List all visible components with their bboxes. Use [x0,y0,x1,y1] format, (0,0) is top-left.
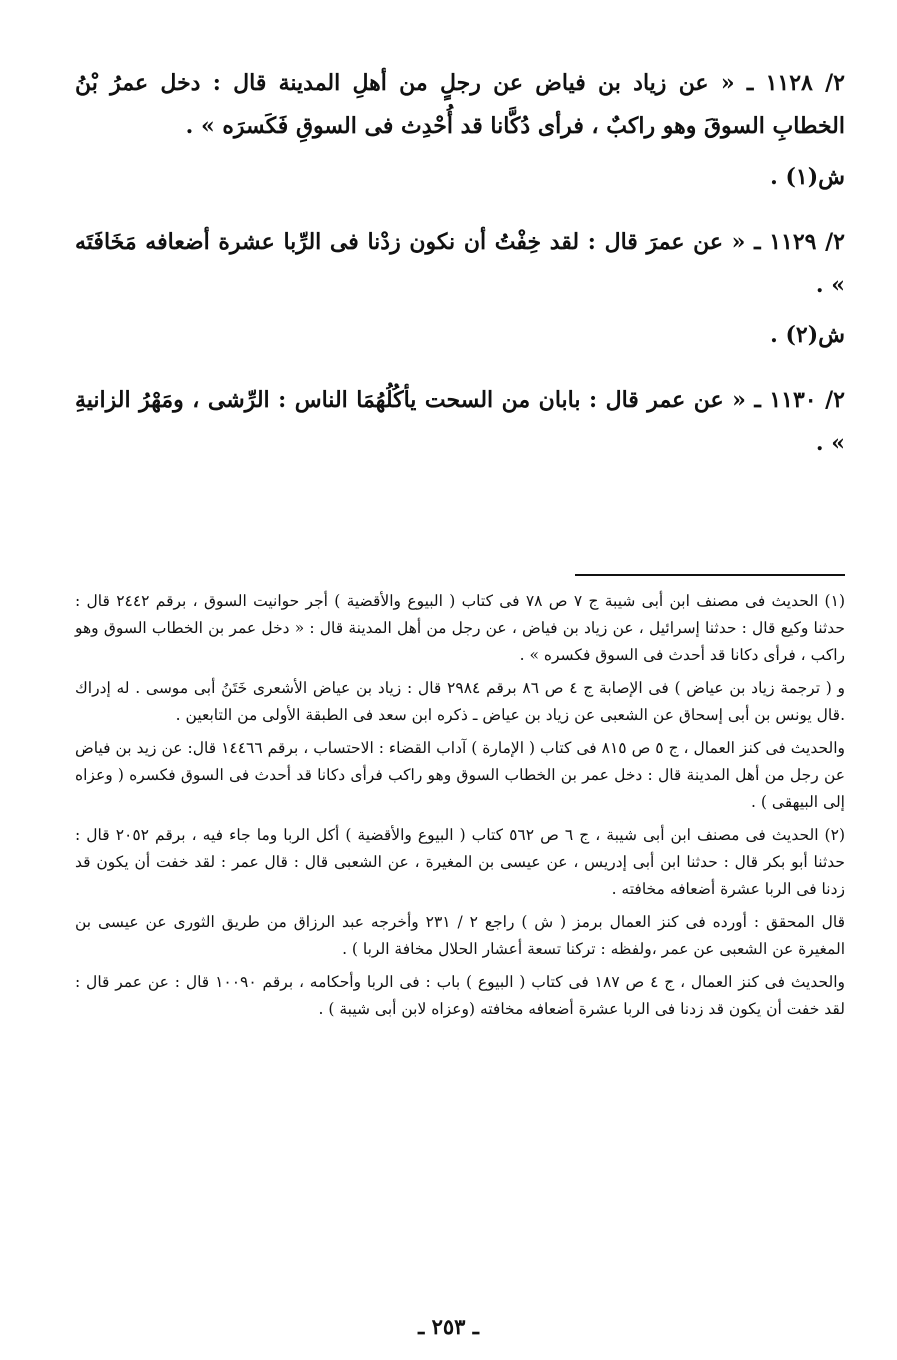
hadith-1130: ٢/ ١١٣٠ ـ « عن عمر قال : بابان من السحت يأكُلُهُمَا الناس : الرِّشى ، ومَهْرُ الزانيةِ » . [75,387,845,457]
footnote-1-main: (١) الحديث فى مصنف ابن أبى شيبة ج ٧ ص ٧٨ فى كتاب ( البيوع والأقضية ) أجر حوانيت السوق ، برقم ٢٤٤٢ قال : حدثنا وكيع قال : حدثنا إسرائيل ، عن زياد بن فياض ، عن رجل من أهل المدينة قال : « دخل عمر بن الخطاب السوق وهو راكب ، فرأى دكانا قد أحدث فى السوق فكسره » . [75,592,845,664]
main-text [75,62,845,465]
footnote-divider [575,574,845,576]
source-ref-2: ش(٢) . [770,322,845,349]
footnotes [75,588,845,1029]
source-ref-1: ش(١) . [770,163,845,190]
hadith-1128: ٢/ ١١٢٨ ـ « عن زياد بن فياض عن رجلٍ من أهلِ المدينة قال : دخل عمرُ بْنُ الخطابِ السوقَ وهو راكبٌ ، فرأى دُكَّانا قد أُحْدِث فى السوقِ فَكَسرَه » . [75,70,845,139]
page-number: ـ ٢٥٣ ـ [418,1314,479,1339]
hadith-1129: ٢/ ١١٢٩ ـ « عن عمرَ قال : لقد خِفْتُ أن نكون زدْنا فى الرِّبا عشرة أضعافه مَخَافَتَه » . [75,228,845,298]
footnote-2-kanz: والحديث فى كنز العمال ، ج ٤ ص ١٨٧ فى كتاب ( البيوع ) باب : فى الربا وأحكامه ، برقم ١٠٠٩٠ قال : عن عمر قال : لقد خفت أن يكون قد زدنا فى الربا عشرة أضعافه مخافته (وعزاه لابن أبى شيبة ) . [75,972,846,1018]
footnote-1-kanz: والحديث فى كنز العمال ، ج ٥ ص ٨١٥ فى كتاب ( الإمارة ) آداب القضاء : الاحتساب ، برقم ١٤٤٦٦ قال: عن زيد بن فياض عن رجل من أهل المدينة قال : دخل عمر بن الخطاب السوق وهو راكب فرأى دكانا قد أحدث فى السوق فكسره ( وعزاه إلى البيهقى ) . [75,738,845,811]
footnote-2-editor: قال المحقق : أورده فى كنز العمال برمز ( ش ) راجع ٢ / ٢٣١ وأخرجه عبد الرزاق من طريق الثورى عن عيسى بن المغيرة عن الشعبى عن عمر ،ولفظه : تركنا تسعة أعشار الحلال مخافة الربا ) . [75,912,845,958]
footnote-1-biography: و ( ترجمة زياد بن عياض ) فى الإصابة ج ٤ ص ٨٦ برقم ٢٩٨٤ قال : زياد بن عياض الأشعرى خَتَنُ أبى موسى . له إدراك .قال يونس بن أبى إسحاق عن الشعبى عن زياد بن عياض ـ ذكره ابن سعد فى الطبقة الأولى من التابعين . [75,678,846,724]
footnote-2-main: (٢) الحديث فى مصنف ابن أبى شيبة ، ج ٦ ص ٥٦٢ كتاب ( البيوع والأقضية ) أكل الربا وما جاء فيه ، برقم ٢٠٥٢ قال : حدثنا أبو بكر قال : حدثنا ابن أبى إدريس ، عن عيسى بن المغيرة ، عن الشعبى قال : قال عمر : لقد خفت أن يكون قد زدنا فى الربا عشرة أضعافه مخافته . [75,825,845,898]
